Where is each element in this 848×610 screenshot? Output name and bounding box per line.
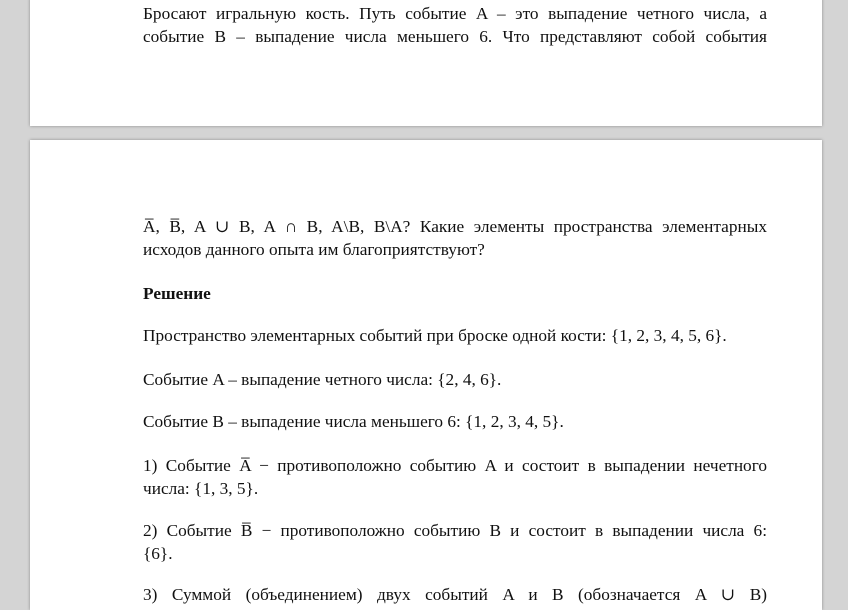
solution-heading: Решение — [143, 284, 211, 303]
problem-text-line-2: событие B – выпадение числа меньшего 6. Что представляют собой события — [143, 27, 767, 46]
document-page-1 — [30, 0, 822, 126]
event-b-paragraph: Событие B – выпадение числа меньшего 6: {1, 2, 3, 4, 5}. — [143, 412, 564, 431]
item-2-line-1: 2) Событие B̅ − противоположно событию B и состоит в выпадении числа 6: — [143, 521, 767, 540]
sample-space-paragraph: Пространство элементарных событий при броске одной кости: {1, 2, 3, 4, 5, 6}. — [143, 326, 727, 345]
problem-events-line: A̅, B̅, A ∪ B, A ∩ B, A\B, B\A? Какие элементы пространства элементарных — [143, 217, 767, 236]
item-1-line-2: числа: {1, 3, 5}. — [143, 479, 259, 498]
problem-question-line: исходов данного опыта им благоприятствуют? — [143, 240, 485, 259]
problem-text-line-1: Бросают игральную кость. Путь событие A – это выпадение четного числа, а — [143, 4, 767, 23]
item-1-line-1: 1) Событие A̅ − противоположно событию A и состоит в выпадении нечетного — [143, 456, 767, 475]
item-3-line-1: 3) Суммой (объединением) двух событий A и B (обозначается A ∪ B) — [143, 585, 767, 604]
event-a-paragraph: Событие A – выпадение четного числа: {2, 4, 6}. — [143, 370, 502, 389]
item-2-line-2: {6}. — [143, 544, 173, 563]
document-page-2 — [30, 140, 822, 610]
